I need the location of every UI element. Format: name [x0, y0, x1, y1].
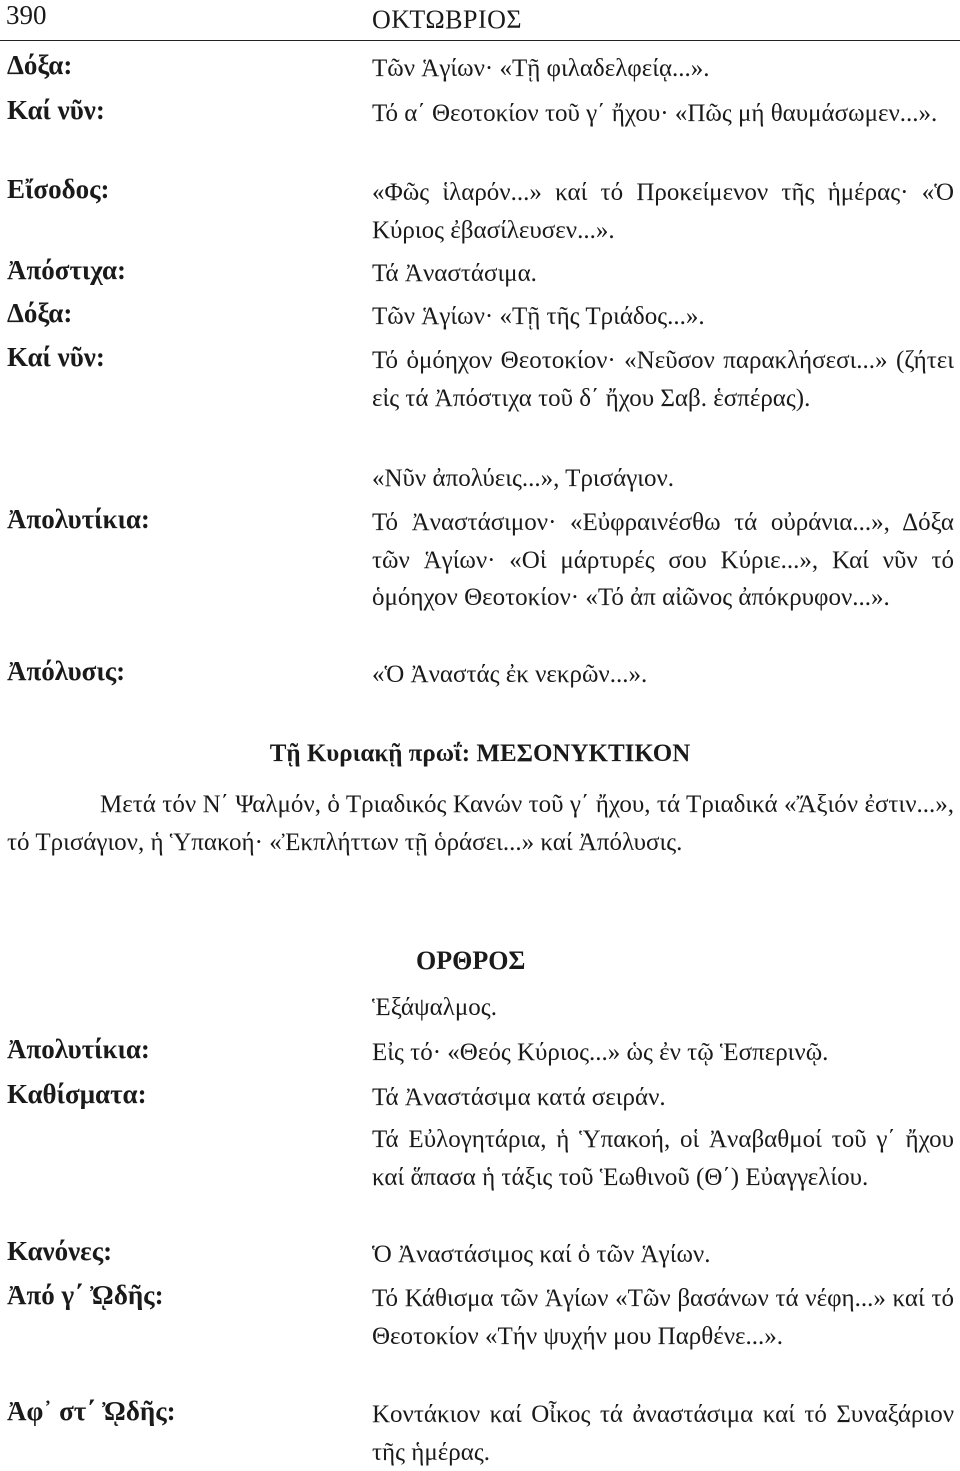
row-label: Ἀφ᾽ στ΄ ᾨδῆς: [7, 1396, 176, 1426]
row-text: Τό α΄ Θεοτοκίον τοῦ γ΄ ἤχου· «Πῶς μή θαυμάσωμεν...». [372, 100, 938, 127]
row-label: Ἀπό γ΄ ᾨδῆς: [7, 1280, 164, 1310]
row-text: Ὁ Ἀναστάσιμος καί ὁ τῶν Ἁγίων. [372, 1241, 711, 1268]
row-text: Τό Ἀναστάσιμον· «Εὐφραινέσθω τά οὐράνια...», Δόξα τῶν Ἁγίων· «Οἱ μάρτυρές σου Κύριε...», Καί νῦν τό ὁμόηχον Θεοτοκίον· «Τό ἀπ αἰῶνος ἀπόκρυφον...». [372, 509, 954, 611]
row-text: Εἰς τό· «Θεός Κύριος...» ὡς ἐν τῷ Ἑσπερινῷ. [372, 1039, 829, 1066]
row-label: Εἴσοδος: [7, 174, 110, 204]
row-text: Τά Ἀναστάσιμα. [372, 260, 537, 287]
page-number: 390 [6, 0, 47, 30]
row-text: Τά Εὐλογητάρια, ἡ Ὑπακοή, οἱ Ἀναβαθμοί τοῦ γ΄ ἤχου καί ἅπασα ἡ τάξις τοῦ Ἑωθινοῦ (Θ΄) Εὐαγγελίου. [372, 1126, 954, 1191]
row-text: «Ὁ Ἀναστάς ἐκ νεκρῶν...». [372, 661, 648, 688]
section-paragraph: Μετά τόν Ν΄ Ψαλμόν, ὁ Τριαδικός Κανών τοῦ γ΄ ἤχου, τά Τριαδικά «Ἄξιόν ἐστιν...», τό Τρισάγιον, ἡ Ὑπακοή· «Ἐκπλήττων τῇ ὁράσει...» καί Ἀπόλυσις. [7, 791, 954, 856]
row-text: Τό Κάθισμα τῶν Ἁγίων «Τῶν βασάνων τά νέφη...» καί τό Θεοτοκίον «Τήν ψυχήν μου Παρθένε...». [372, 1285, 954, 1350]
row-text: Κοντάκιον καί Οἶκος τά ἀναστάσιμα καί τό Συναξάριον τῆς ἡμέρας. [372, 1401, 954, 1466]
running-header-month: ΟΚΤΩΒΡΙΟΣ [372, 5, 523, 34]
row-label: Ἀπολυτίκια: [7, 1034, 150, 1064]
header-rule [0, 40, 960, 41]
row-text: Τό ὁμόηχον Θεοτοκίον· «Νεῦσον παρακλήσεσι...» (ζήτει εἰς τά Ἀπόστιχα τοῦ δ΄ ἤχου Σαβ. ἑσπέρας). [372, 347, 954, 412]
row-text: Τῶν Ἁγίων· «Τῇ φιλαδελφείᾳ...». [372, 55, 710, 82]
row-label: Ἀπολυτίκια: [7, 504, 150, 534]
row-text: Ἑξάψαλμος. [372, 994, 497, 1021]
row-label: Δόξα: [7, 298, 73, 328]
row-label: Καί νῦν: [7, 95, 105, 125]
row-label: Δόξα: [7, 50, 73, 80]
row-text: Τά Ἀναστάσιμα κατά σειράν. [372, 1084, 666, 1111]
orthros-title: ΟΡΘΡΟΣ [416, 946, 526, 975]
row-text: «Φῶς ἱλαρόν...» καί τό Προκείμενον τῆς ἡμέρας· «Ὁ Κύριος ἐβασίλευσεν...». [372, 179, 954, 244]
row-text: «Νῦν ἀπολύεις...», Τρισάγιον. [372, 465, 675, 492]
section-title: Τῇ Κυριακῇ πρωΐ: ΜΕΣΟΝΥΚΤΙΚΟΝ [269, 740, 691, 767]
row-label: Κανόνες: [7, 1236, 113, 1266]
row-label: Ἀπόλυσις: [7, 656, 126, 686]
row-text: Τῶν Ἁγίων· «Τῇ τῆς Τριάδος...». [372, 303, 705, 330]
row-label: Ἀπόστιχα: [7, 255, 127, 285]
row-label: Καθίσματα: [7, 1079, 147, 1109]
row-label: Καί νῦν: [7, 342, 105, 372]
